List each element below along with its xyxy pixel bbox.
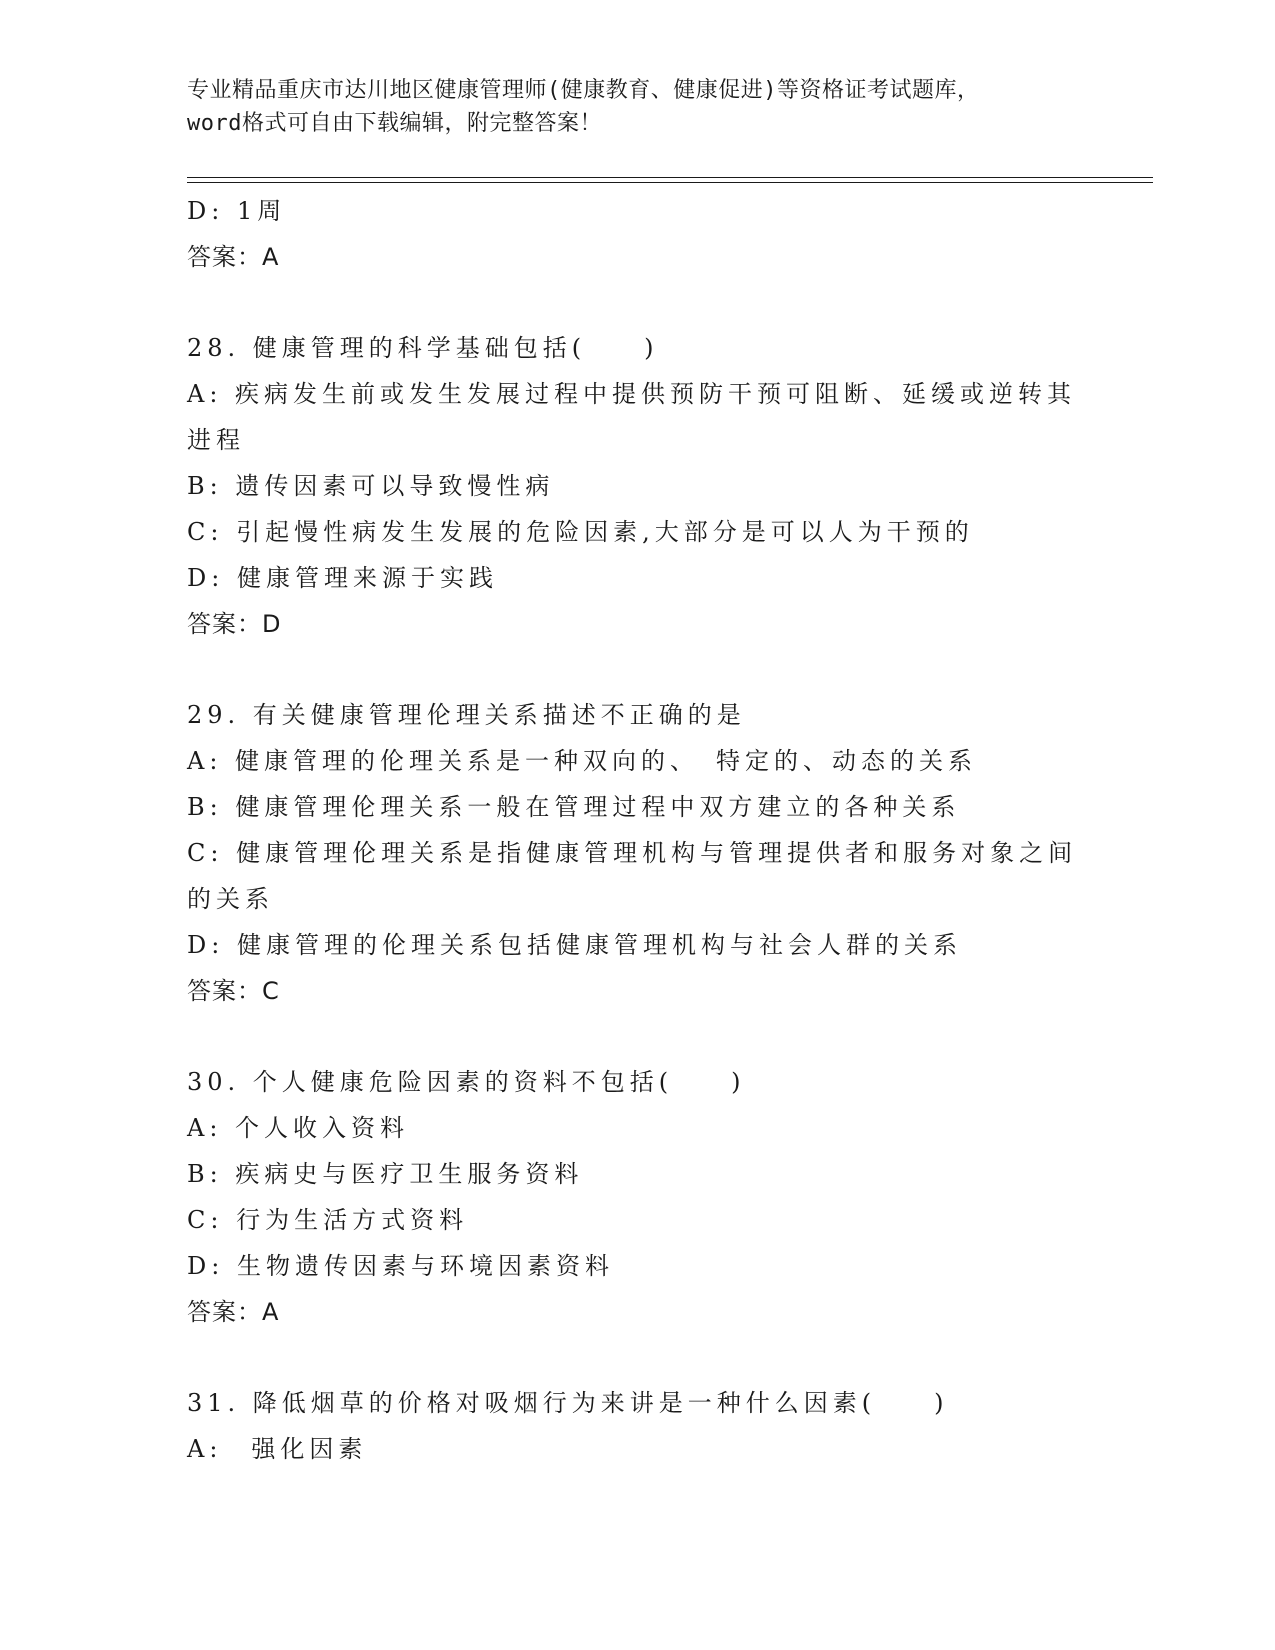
question-28-stem: 28. 健康管理的科学基础包括( ) [187, 334, 659, 362]
header-line-1: 专业精品重庆市达川地区健康管理师(健康教育、健康促进)等资格证考试题库， [187, 78, 980, 103]
question-28-option-d: D: 健康管理来源于实践 [187, 564, 498, 592]
prev-option-d: D: 1周 [187, 197, 287, 225]
question-28-option-a-cont: 进程 [187, 426, 245, 454]
header-divider-top [187, 177, 1153, 178]
document-header [187, 74, 1147, 140]
spacer [187, 1014, 1147, 1059]
question-29-option-b: B: 健康管理伦理关系一般在管理过程中双方建立的各种关系 [187, 793, 961, 821]
question-28-option-a: A: 疾病发生前或发生发展过程中提供预防干预可阻断、延缓或逆转其 [187, 380, 1077, 408]
spacer [187, 647, 1147, 692]
question-30-option-d: D: 生物遗传因素与环境因素资料 [187, 1252, 614, 1280]
question-29-option-c-cont: 的关系 [187, 885, 274, 913]
question-29-option-c: C: 健康管理伦理关系是指健康管理机构与管理提供者和服务对象之间 [187, 839, 1078, 867]
question-28-answer: 答案：D [187, 610, 282, 638]
question-30-stem: 30. 个人健康危险因素的资料不包括( ) [187, 1068, 746, 1096]
question-28-option-c: C: 引起慢性病发生发展的危险因素,大部分是可以人为干预的 [187, 518, 974, 546]
prev-answer: 答案：A [187, 243, 280, 271]
question-29-option-d: D: 健康管理的伦理关系包括健康管理机构与社会人群的关系 [187, 931, 962, 959]
question-28-option-b: B: 遗传因素可以导致慢性病 [187, 472, 555, 500]
header-divider-bottom [187, 182, 1153, 183]
question-29-option-a: A: 健康管理的伦理关系是一种双向的、 特定的、动态的关系 [187, 747, 978, 775]
spacer [187, 280, 1147, 325]
question-30-option-c: C: 行为生活方式资料 [187, 1206, 469, 1234]
question-29-stem: 29. 有关健康管理伦理关系描述不正确的是 [187, 701, 746, 729]
question-30-answer: 答案：A [187, 1298, 280, 1326]
header-line-2: word格式可自由下载编辑，附完整答案！ [187, 111, 602, 136]
question-list [187, 188, 1147, 1472]
spacer [187, 1335, 1147, 1380]
question-30-option-a: A: 个人收入资料 [187, 1114, 410, 1142]
question-30-option-b: B: 疾病史与医疗卫生服务资料 [187, 1160, 584, 1188]
question-31-stem: 31. 降低烟草的价格对吸烟行为来讲是一种什么因素( ) [187, 1389, 949, 1417]
question-29-answer: 答案：C [187, 977, 280, 1005]
question-31-option-a: A: 强化因素 [187, 1435, 368, 1463]
